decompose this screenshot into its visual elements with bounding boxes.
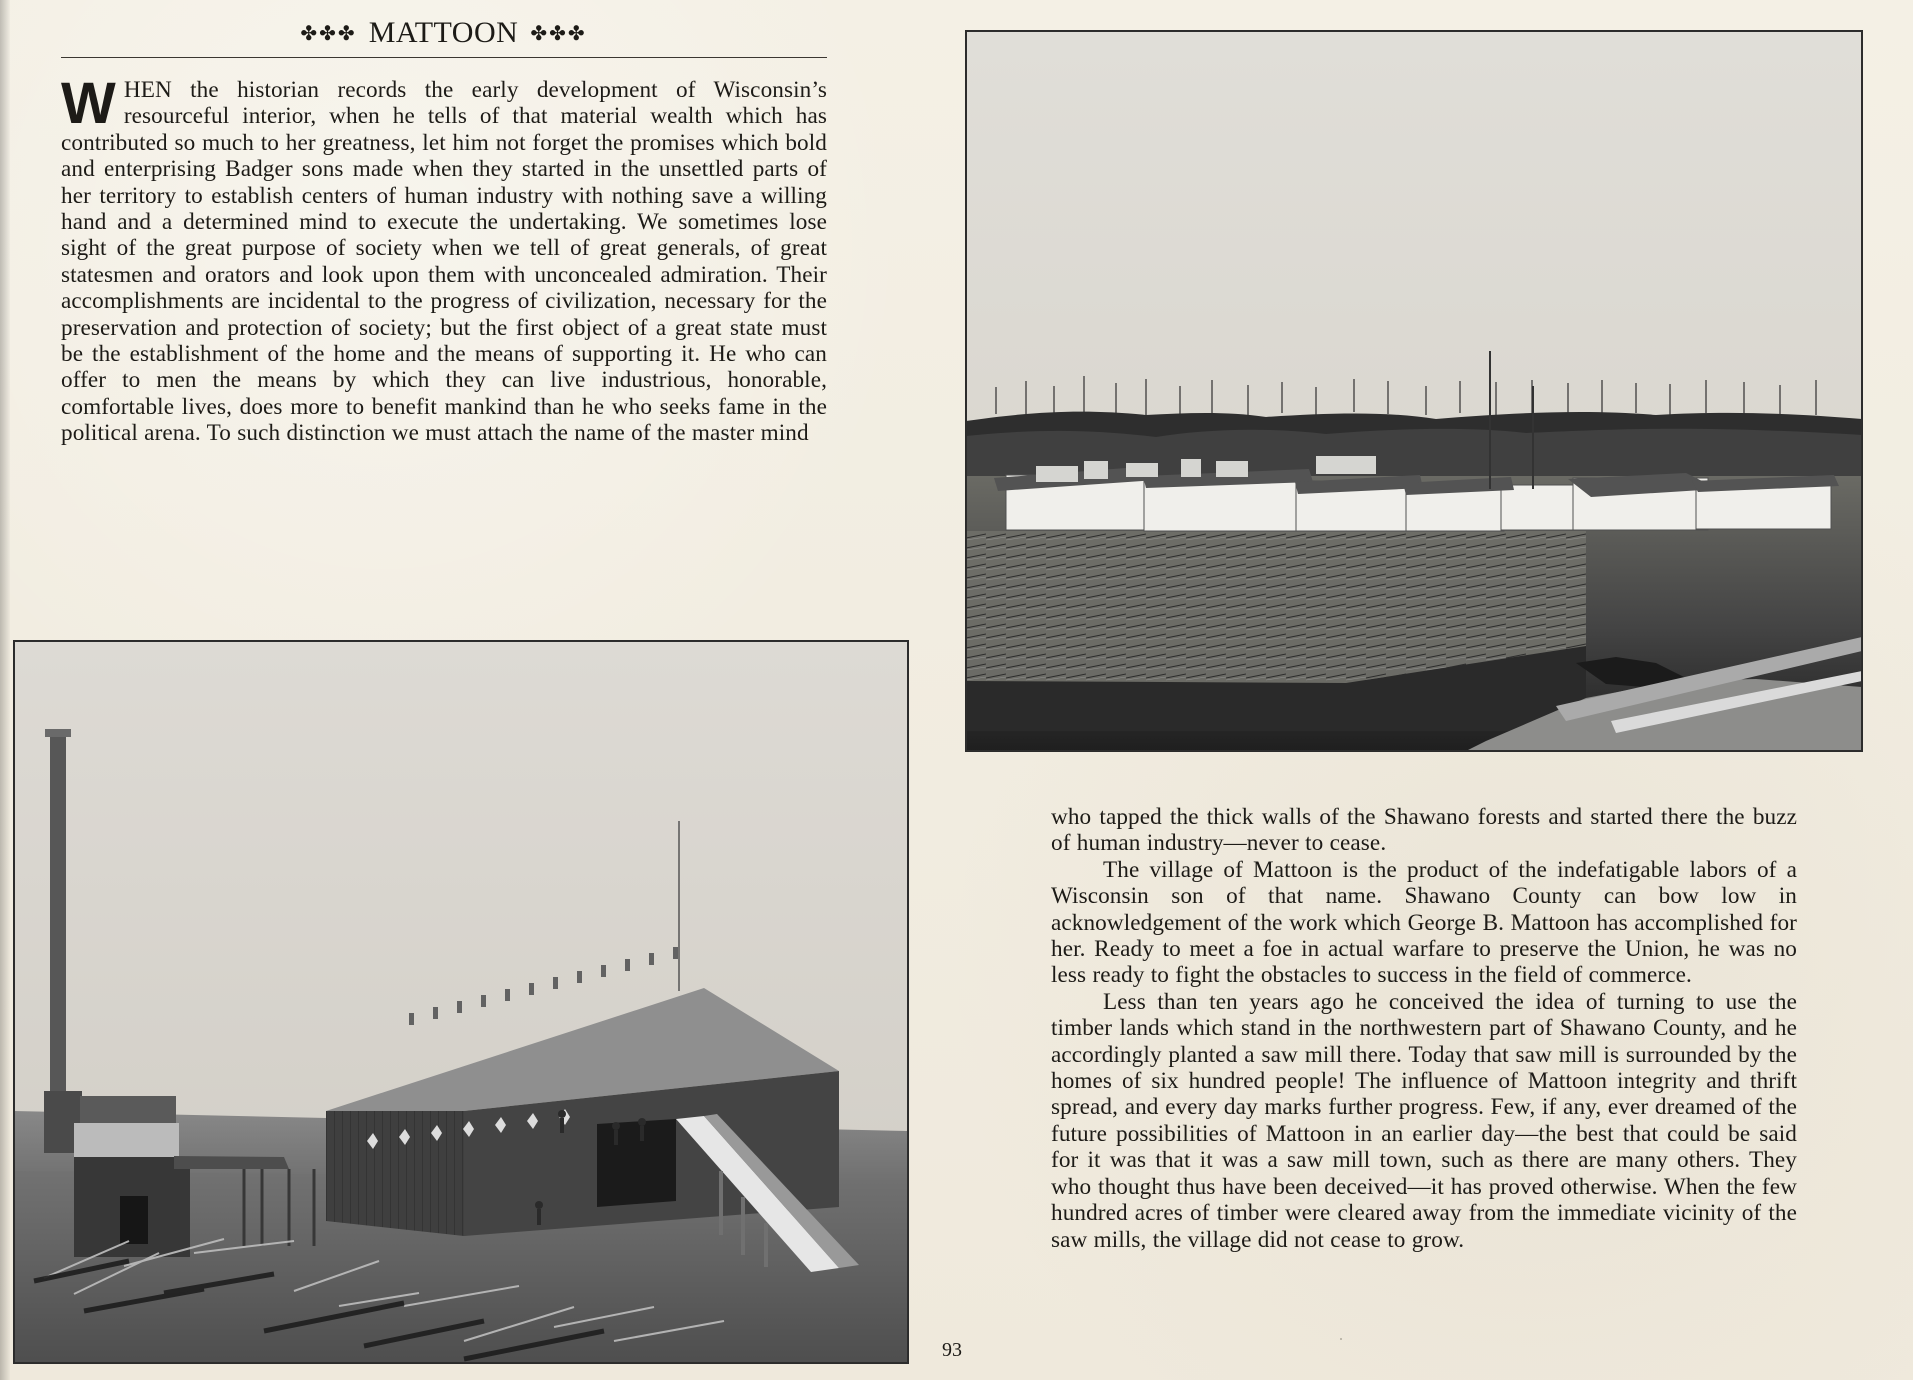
sawmill-village-photo-art [966,31,1862,751]
continuation-paragraph: who tapped the thick walls of the Shawano forests and started there the buzz of human industry—never to cease. [1051,804,1797,857]
header-divider [61,57,827,58]
top-left-text-block [61,71,827,447]
drop-cap: W [61,71,116,136]
opening-paragraph-text: HEN the historian records the early development of Wisconsin’s resourceful interior, when he tells of that material wealth which has contributed so much to her greatness, let him not forget the promises which bold and enterprising Badger sons made when they started in the unsettled parts of her territory to establish centers of human industry with nothing save a willing hand and a determined mind to execute the undertaking. We sometimes lose sight of the great purpose of society when we tell of great generals, of great statesmen and orators and look upon them with unconcealed admiration. Their accomplishments are incidental to the progress of civilization, necessary for the preservation and protection of society; but the first object of a great state must be the establishment of the home and the means of supporting it. He who can offer to men the means by which they can live industrious, honorable, comfortable lives, does more to benefit mankind than he who seeks fame in the political arena. To such distinction we must attach the name of the master mind [61,77,827,447]
opening-paragraph [61,71,827,447]
mill-building-photo [13,640,909,1364]
sawmill-village-photo [965,30,1863,752]
bottom-right-text-block [1051,804,1797,1253]
page-title: MATTOON [368,16,519,49]
left-ornament-icon: ✤✤✤ [300,22,357,45]
page-fold-shadow [0,0,10,1380]
page-number: 93 [942,1339,962,1361]
paper-speck [1340,1338,1342,1340]
mill-building-photo-art [14,641,908,1363]
village-paragraph: The village of Mattoon is the product of the indefatigable labors of a Wisconsin son of that name. Shawano County can bow low in acknowledgement of the work which George B. Mattoon has accomplished for her. Ready to meet a foe in actual warfare to preserve the Union, he was no less ready to fight the obstacles to success in the field of commerce. [1051,856,1797,989]
page-header [61,16,826,50]
page-title-group [300,16,586,50]
paper-speck [117,1240,119,1242]
growth-paragraph: Less than ten years ago he conceived the idea of turning to use the timber lands which stand in the northwestern part of Shawano County, and he accordingly planted a saw mill there. Today that saw mill is surrounded by the homes of six hundred people! The influence of Mattoon integrity and thrift spread, and every day marks further progress. Few, if any, ever dreamed of the future possibilities of Mattoon in an earlier day—the best that could be said for it was that it was a saw mill town, such as there are many others. They who thought thus have been deceived—it has proved otherwise. When the few hundred acres of timber were cleared away from the immediate vicinity of the saw mills, the village did not cease to grow. [1051,988,1797,1253]
right-ornament-icon: ✤✤✤ [530,22,587,45]
